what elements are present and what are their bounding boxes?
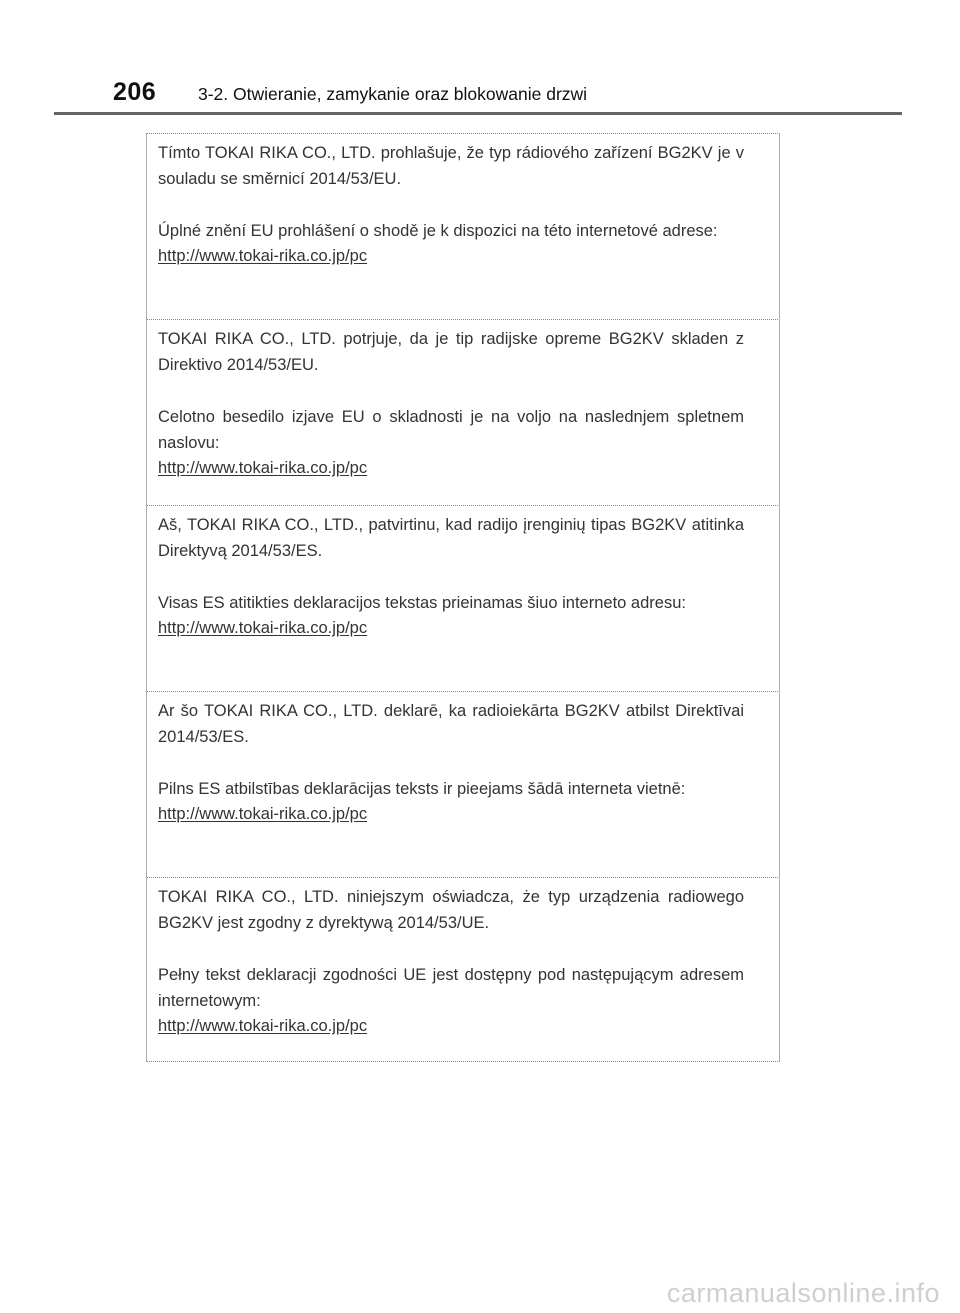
declaration-availability: Visas ES atitikties deklaracijos tekstas prieinamas šiuo interneto adresu:: [158, 594, 686, 612]
page-header: [0, 0, 960, 116]
declaration-block-lithuanian: [147, 506, 778, 640]
declaration-statement: Aš, TOKAI RIKA CO., LTD., patvirtinu, kad radijo įrenginių tipas BG2KV atitinka Direktyvą 2014/53/ES.: [158, 516, 744, 560]
header-rule: [54, 112, 902, 115]
page-number: 206: [113, 78, 157, 106]
declaration-statement: TOKAI RIKA CO., LTD. potrjuje, da je tip radijske opreme BG2KV skladen z Direktivo 2014/53/EU.: [158, 330, 744, 374]
declarations-frame: [146, 133, 780, 1062]
declaration-url-link[interactable]: http://www.tokai-rika.co.jp/pc: [158, 459, 368, 477]
declaration-statement: TOKAI RIKA CO., LTD. niniejszym oświadcza, że typ urządzenia radiowego BG2KV jest zgodny z dyrektywą 2014/53/UE.: [158, 888, 744, 932]
declaration-url-link[interactable]: http://www.tokai-rika.co.jp/pc: [158, 805, 368, 823]
declaration-availability: Úplné znění EU prohlášení o shodě je k dispozici na této internetové adrese:: [158, 222, 718, 240]
declaration-block-latvian: [147, 692, 778, 826]
declaration-block-polish: [147, 878, 778, 1038]
declaration-availability: Pełny tekst deklaracji zgodności UE jest dostępny pod następującym adresem internetowym:: [158, 966, 744, 1010]
declaration-block-czech: [147, 134, 778, 268]
declaration-statement: Tímto TOKAI RIKA CO., LTD. prohlašuje, že typ rádiového zařízení BG2KV je v souladu se směrnicí 2014/53/EU.: [158, 144, 744, 188]
watermark-text: carmanualsonline.info: [666, 1278, 940, 1308]
declaration-statement: Ar šo TOKAI RIKA CO., LTD. deklarē, ka radioiekārta BG2KV atbilst Direktīvai 2014/53/ES.: [158, 702, 744, 746]
declaration-availability: Celotno besedilo izjave EU o skladnosti je na voljo na naslednjem spletnem naslovu:: [158, 408, 744, 452]
declaration-availability: Pilns ES atbilstības deklarācijas teksts ir pieejams šādā interneta vietnē:: [158, 780, 686, 798]
declaration-url-link[interactable]: http://www.tokai-rika.co.jp/pc: [158, 247, 368, 265]
declaration-url-link[interactable]: http://www.tokai-rika.co.jp/pc: [158, 619, 368, 637]
chapter-title: 3-2. Otwieranie, zamykanie oraz blokowanie drzwi: [198, 84, 588, 104]
declaration-url-link[interactable]: http://www.tokai-rika.co.jp/pc: [158, 1017, 368, 1035]
declaration-block-slovenian: [147, 320, 778, 480]
